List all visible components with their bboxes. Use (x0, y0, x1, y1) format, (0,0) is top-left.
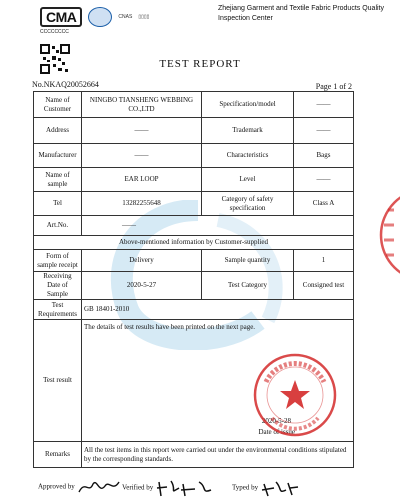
requirements-value: GB 18401-2010 (82, 300, 354, 320)
trademark-label: Trademark (202, 118, 294, 144)
tel-value: 13282255648 (82, 192, 202, 216)
table-row (34, 168, 354, 192)
receiving-value: 2020-5-27 (82, 272, 202, 300)
verified-signature (122, 478, 213, 498)
report-number: No.NKAQ20052664 (32, 80, 99, 89)
table-row (34, 92, 354, 118)
supplied-note: Above-mentioned information by Customer-supplied (34, 236, 354, 250)
cma-number: CCCCCCCC (40, 29, 69, 35)
form-label: Form of sample receipt (34, 250, 82, 272)
result-text: The details of test results have been printed on the next page. (84, 323, 256, 331)
cma-logo: CMA (40, 7, 82, 27)
table-row (34, 144, 354, 168)
form-value: Delivery (82, 250, 202, 272)
table-row (34, 192, 354, 216)
typed-signature (232, 478, 300, 498)
requirements-label: Test Requirements (34, 300, 82, 320)
level-label: Level (202, 168, 294, 192)
approved-signature-scribble (77, 478, 121, 496)
table-row (34, 300, 354, 320)
typed-signature-scribble (260, 478, 300, 498)
test-category-label: Test Category (202, 272, 294, 300)
trademark-value: —— (294, 118, 354, 144)
tel-label: Tel (34, 192, 82, 216)
edge-seal-stamp (372, 180, 400, 290)
address-label: Address (34, 118, 82, 144)
category-value: Class A (294, 192, 354, 216)
quantity-value: 1 (294, 250, 354, 272)
inspection-seal-stamp (252, 352, 338, 438)
level-value: —— (294, 168, 354, 192)
customer-value: NINGBO TIANSHENG WEBBING CO.,LTD (82, 92, 202, 118)
spec-value: —— (294, 92, 354, 118)
approved-label: Approved by (38, 482, 75, 491)
manufacturer-value: —— (82, 144, 202, 168)
verified-label: Verified by (122, 483, 154, 492)
quantity-label: Sample quantity (202, 250, 294, 272)
remarks-label: Remarks (34, 442, 82, 468)
issuer-name (218, 4, 384, 24)
typed-label: Typed by (232, 483, 259, 492)
accreditation-mark: ▯▯▯▯ (138, 14, 150, 20)
table-row (34, 118, 354, 144)
table-row (34, 216, 354, 236)
table-row (34, 272, 354, 300)
sample-value: EAR LOOP (82, 168, 202, 192)
table-row (34, 250, 354, 272)
header-logos (40, 6, 149, 28)
cnas-logo: CNAS (118, 14, 133, 20)
test-category-value: Consigned test (294, 272, 354, 300)
characteristics-label: Characteristics (202, 144, 294, 168)
verified-signature-scribble (155, 478, 213, 498)
characteristics-value: Bags (294, 144, 354, 168)
remarks-value: All the test items in this report were carried out under the environmental conditions stipulated by the corresponding standards. (82, 442, 354, 468)
round-seal-icon (88, 7, 112, 27)
issuer-line-1: Zhejiang Garment and Textile Fabric Products Quality (218, 5, 385, 12)
receiving-label: Receiving Date of Sample (34, 272, 82, 300)
approved-signature (38, 478, 121, 496)
table-row (34, 442, 354, 468)
result-label: Test result (34, 320, 82, 442)
customer-label: Name of Customer (34, 92, 82, 118)
page-number: Page 1 of 2 (315, 82, 352, 91)
sample-label: Name of sample (34, 168, 82, 192)
issuer-line-2: Inspection Center (218, 15, 273, 22)
artno-value: —— (82, 216, 354, 236)
issue-label: Date of issue (258, 428, 295, 436)
table-row (34, 236, 354, 250)
address-value: —— (82, 118, 202, 144)
issue-date: 2020-5-28 (261, 417, 291, 425)
spec-label: Specification/model (202, 92, 294, 118)
manufacturer-label: Manufacturer (34, 144, 82, 168)
artno-label: Art.No. (34, 216, 82, 236)
category-label: Category of safety specification (202, 192, 294, 216)
page-title: TEST REPORT (159, 58, 241, 70)
